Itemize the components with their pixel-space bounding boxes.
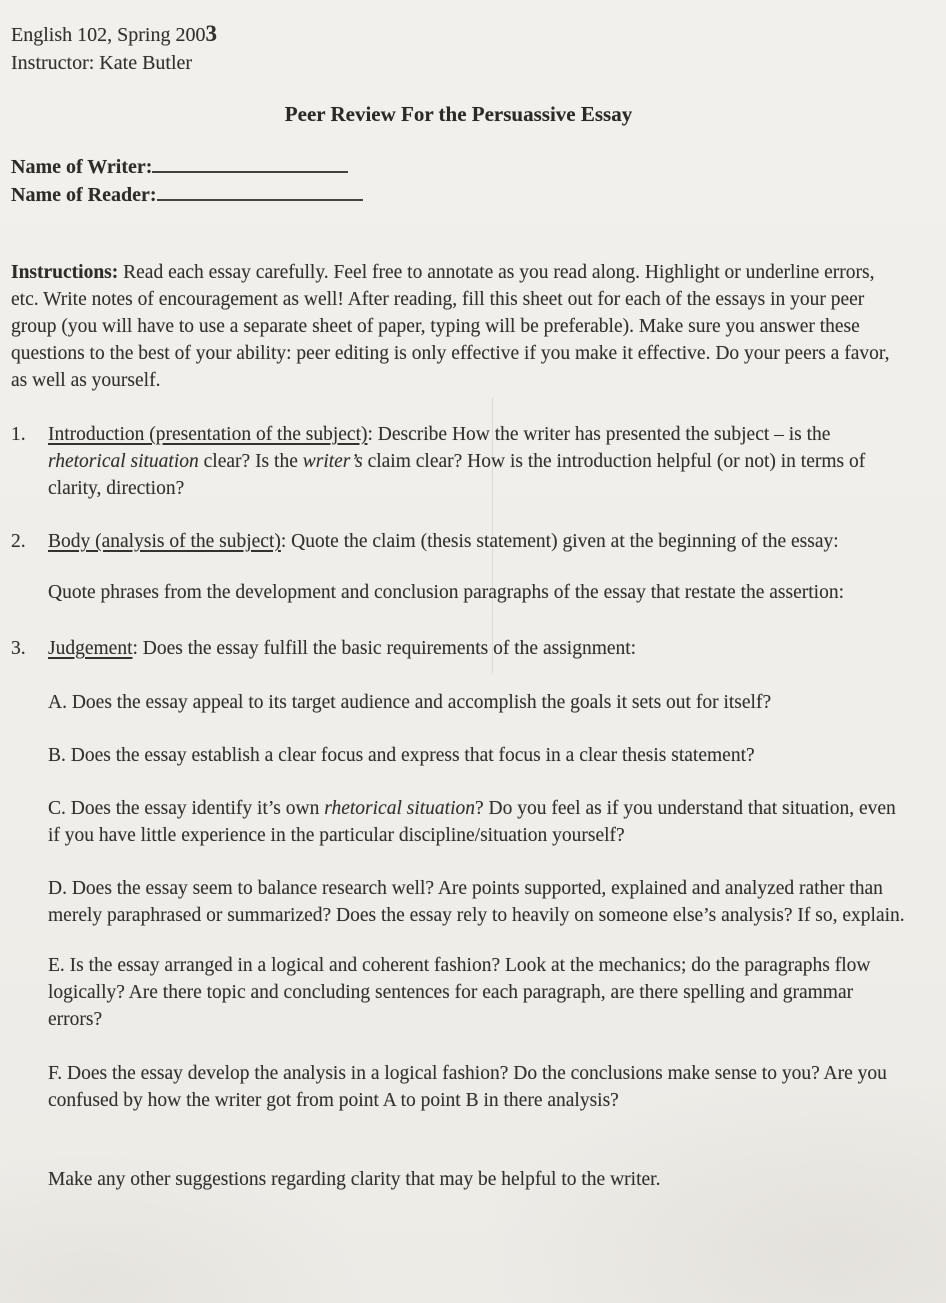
course-text: English 102, Spring 200 xyxy=(11,24,206,46)
question-1-italic-term: rhetorical situation xyxy=(48,451,199,472)
question-3-heading: Judgement xyxy=(48,638,133,659)
question-2 xyxy=(11,528,906,606)
question-3-sub-c-segment: ? Do you feel as if you understand that situation, even if you have little experience in the particular discipline/situation yourself? xyxy=(48,798,896,846)
question-1 xyxy=(11,421,906,502)
question-1-italic-term: writer’s xyxy=(302,451,363,472)
writer-name-blank-line xyxy=(152,154,348,173)
question-3 xyxy=(11,635,906,1114)
writer-name-row xyxy=(11,153,906,181)
question-3-sub-c-italic-term: rhetorical situation xyxy=(324,798,475,819)
question-2-segment: : Quote the claim (thesis statement) given at the beginning of the essay: xyxy=(280,531,839,552)
scan-crease-artifact xyxy=(492,398,493,673)
question-3-sub-f: F. Does the essay develop the analysis in a logical fashion? Do the conclusions make sense to you? Are you confused by how the writer got from point A to point B in there analysis? xyxy=(48,1063,887,1111)
question-1-body xyxy=(48,421,906,502)
question-3-number: 3. xyxy=(11,638,26,659)
question-3-body xyxy=(48,635,906,1114)
instructions-text: Read each essay carefully. Feel free to annotate as you read along. Highlight or underline errors, etc. Write notes of encouragement as well! After reading, fill this sheet out for each of the essays in your peer group (you will have to use a separate sheet of paper, typing will be preferable). Make sure you answer these questions to the best of your ability: peer editing is only effective if you make it effective. Do your peers a favor, as well as yourself. xyxy=(11,262,890,391)
instructions-paragraph xyxy=(11,259,906,394)
course-line xyxy=(11,20,906,49)
question-1-segment: clear? Is the xyxy=(198,451,303,472)
closing-section xyxy=(48,1166,906,1193)
instructor-line: Instructor: Kate Butler xyxy=(11,52,193,74)
question-1-segment: : Describe How the writer has presented the subject – is the xyxy=(367,424,831,445)
question-2-heading: Body (analysis of the subject) xyxy=(48,531,281,552)
question-3-text xyxy=(48,635,906,662)
closing-text: Make any other suggestions regarding clarity that may be helpful to the writer. xyxy=(48,1169,661,1190)
question-3-sub-a: A. Does the essay appeal to its target audience and accomplish the goals it sets out for itself? xyxy=(48,692,772,713)
document-title: Peer Review For the Persuassive Essay xyxy=(284,102,633,126)
instructions-label: Instructions: xyxy=(11,262,119,283)
course-header xyxy=(11,20,906,77)
question-2-followup: Quote phrases from the development and conclusion paragraphs of the essay that restate the assertion: xyxy=(48,582,844,603)
question-1-number: 1. xyxy=(11,424,26,445)
question-2-text xyxy=(48,528,906,555)
reader-name-label: Name of Reader: xyxy=(11,184,157,206)
question-1-segment: claim clear? How is the introduction helpful (or not) in terms of clarity, direction? xyxy=(48,451,866,499)
reader-name-blank-line xyxy=(157,182,363,201)
question-3-sub-c-segment: C. Does the essay identify it’s own xyxy=(48,798,325,819)
reader-name-row xyxy=(11,181,906,209)
question-1-text xyxy=(48,421,906,502)
question-2-body xyxy=(48,528,906,606)
question-3-sub-d: D. Does the essay seem to balance research well? Are points supported, explained and analyzed rather than merely paraphrased or summarized? Does the essay rely to heavily on someone else’s analysis? If so, explain. xyxy=(48,878,905,926)
handwritten-year-digit: 3 xyxy=(205,21,216,46)
question-3-segment: : Does the essay fulfill the basic requirements of the assignment: xyxy=(132,638,637,659)
question-3-sub-b: B. Does the essay establish a clear focus and express that focus in a clear thesis statement? xyxy=(48,745,755,766)
name-fields xyxy=(11,153,906,209)
question-2-number: 2. xyxy=(11,531,26,552)
writer-name-label: Name of Writer: xyxy=(11,156,153,178)
question-1-heading: Introduction (presentation of the subject) xyxy=(48,424,368,445)
question-3-sub-e: E. Is the essay arranged in a logical and coherent fashion? Look at the mechanics; do the paragraphs flow logically? Are there topic and concluding sentences for each paragraph, are there spelling and grammar errors? xyxy=(48,955,871,1030)
question-3-sub-c xyxy=(48,795,906,849)
